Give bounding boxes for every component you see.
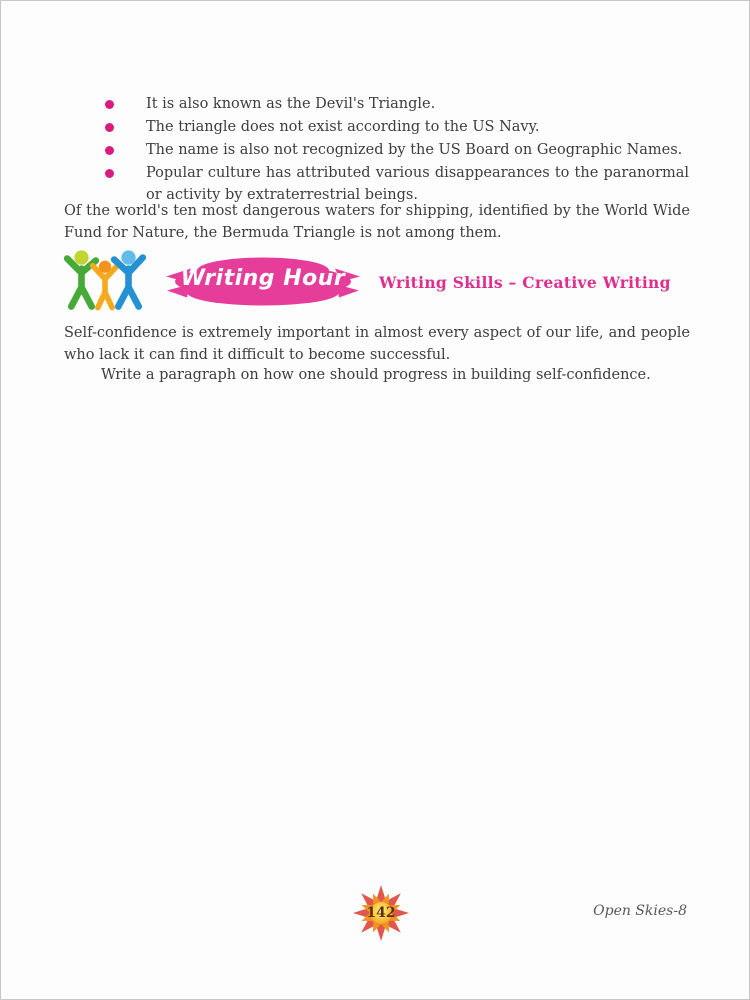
bullet-text: It is also known as the Devil's Triangle. [146, 96, 436, 112]
pink-dot-bullet-icon [105, 100, 114, 109]
paragraph-shipping: Of the world's ten most dangerous waters for shipping, identified by the World Wide Fund for Nature, the Bermuda Triangle is not among them. [64, 203, 690, 241]
list-item [64, 116, 689, 138]
pink-dot-bullet-icon [105, 146, 114, 155]
list-item [64, 93, 689, 115]
starburst-icon [352, 884, 410, 942]
paragraph-self-confidence: Self-confidence is extremely important in almost every aspect of our life, and people who lack it can find it difficult to become successful. [64, 325, 690, 363]
pink-dot-bullet-icon [105, 169, 114, 178]
page-number: 142 [366, 905, 396, 921]
people-icon [59, 248, 151, 312]
banner-title: Writing Hour [180, 266, 346, 291]
bullet-list [64, 93, 689, 207]
list-item [64, 139, 689, 161]
bullet-text: Popular culture has attributed various disappearances to the paranormal or activity by extraterrestrial beings. [146, 165, 689, 203]
book-title: Open Skies-8 [593, 903, 687, 919]
bullet-text: The name is also not recognized by the US Board on Geographic Names. [146, 142, 683, 158]
task-instruction: Write a paragraph on how one should progress in building self-confidence. [101, 367, 651, 383]
section-subtitle: Writing Skills – Creative Writing [379, 273, 671, 292]
bullet-text: The triangle does not exist according to the US Navy. [146, 119, 540, 135]
writing-hour-badge [163, 254, 363, 309]
pink-dot-bullet-icon [105, 123, 114, 132]
